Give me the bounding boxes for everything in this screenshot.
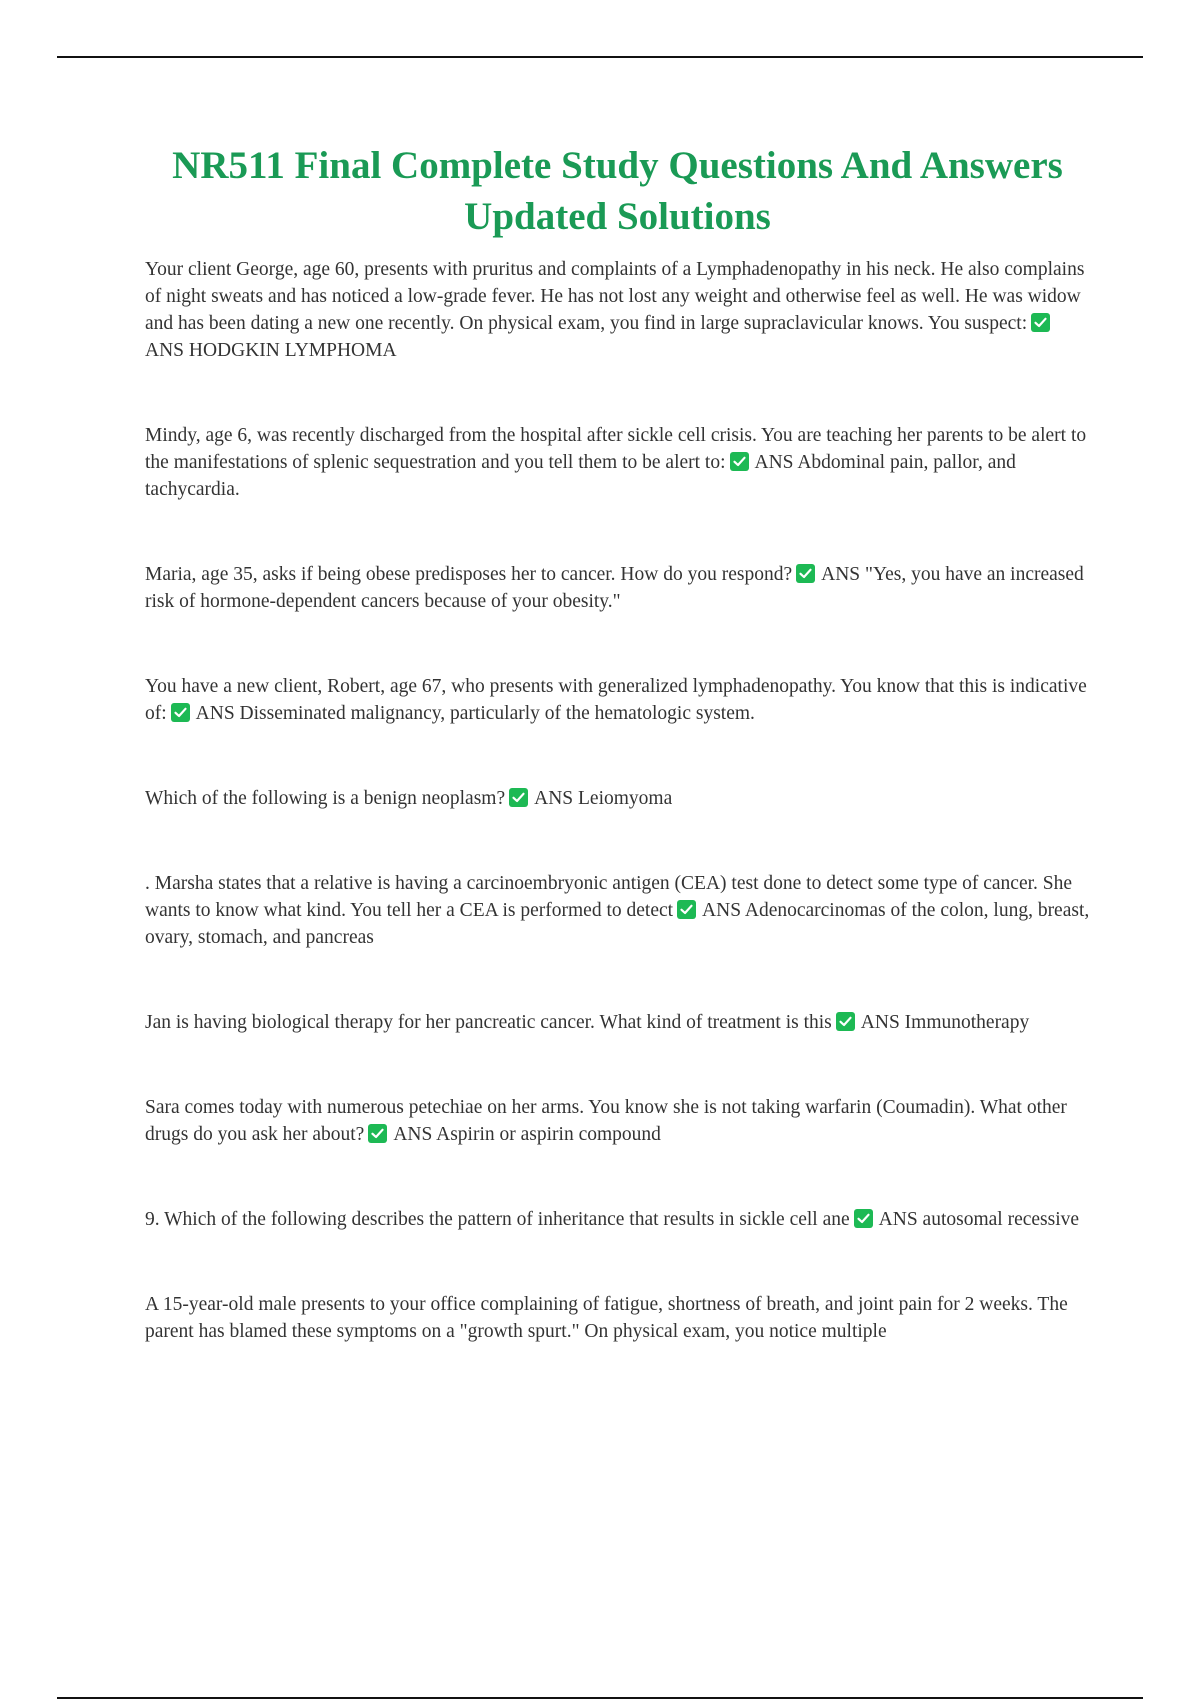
answer-text: ANS Abdominal pain, pallor, and tachycardia. xyxy=(145,452,1016,500)
qa-item xyxy=(145,1206,1090,1233)
answer-text: ANS Aspirin or aspirin compound xyxy=(393,1124,661,1145)
qa-item xyxy=(145,870,1090,951)
answer-text: ANS Leiomyoma xyxy=(534,788,673,809)
check-mark-icon xyxy=(730,452,749,471)
check-mark-icon xyxy=(836,1012,855,1031)
qa-item xyxy=(145,1094,1090,1148)
qa-list xyxy=(145,256,1090,1345)
check-mark-icon xyxy=(509,788,528,807)
question-text: Sara comes today with numerous petechiae on her arms. You know she is not taking warfarin (Coumadin). What other drugs do you ask her about? xyxy=(145,1097,1067,1145)
answer-text: ANS Adenocarcinomas of the colon, lung, breast, ovary, stomach, and pancreas xyxy=(145,900,1090,948)
question-text: Your client George, age 60, presents with pruritus and complaints of a Lymphadenopathy in his neck. He also complains of night sweats and has noticed a low-grade fever. He has not lost any weight and otherwise feel as well. He was widow and has been dating a new one recently. On physical exam, you find in large supraclavicular knows. You suspect: xyxy=(145,259,1085,334)
question-text: 9. Which of the following describes the pattern of inheritance that results in sickle cell ane xyxy=(145,1209,850,1230)
question-text: . Marsha states that a relative is having a carcinoembryonic antigen (CEA) test done to detect some type of cancer. She wants to know what kind. You tell her a CEA is performed to detect xyxy=(145,873,1073,921)
qa-item xyxy=(145,256,1090,364)
check-mark-icon xyxy=(677,900,696,919)
question-text: Maria, age 35, asks if being obese predisposes her to cancer. How do you respond? xyxy=(145,564,793,585)
answer-text: ANS Immunotherapy xyxy=(860,1012,1030,1033)
question-text: A 15-year-old male presents to your office complaining of fatigue, shortness of breath, and joint pain for 2 weeks. The parent has blamed these symptoms on a "growth spurt." On physical exam, you notice multiple xyxy=(145,1294,1068,1342)
answer-text: ANS HODGKIN LYMPHOMA xyxy=(145,340,397,361)
top-rule xyxy=(57,56,1143,58)
question-text: Jan is having biological therapy for her pancreatic cancer. What kind of treatment is this xyxy=(145,1012,832,1033)
qa-item xyxy=(145,561,1090,615)
qa-item xyxy=(145,785,1090,812)
qa-item xyxy=(145,422,1090,503)
check-mark-icon xyxy=(1031,313,1050,332)
question-text: Which of the following is a benign neoplasm? xyxy=(145,788,506,809)
question-text: Mindy, age 6, was recently discharged from the hospital after sickle cell crisis. You are teaching her parents to be alert to the manifestations of splenic sequestration and you tell them to be alert to: xyxy=(145,425,1087,473)
check-mark-icon xyxy=(368,1124,387,1143)
bottom-rule xyxy=(57,1697,1143,1699)
qa-item xyxy=(145,1009,1090,1036)
check-mark-icon xyxy=(171,703,190,722)
check-mark-icon xyxy=(796,564,815,583)
answer-text: ANS "Yes, you have an increased risk of hormone-dependent cancers because of your obesity." xyxy=(145,564,1084,612)
answer-text: ANS autosomal recessive xyxy=(878,1209,1080,1230)
check-mark-icon xyxy=(854,1209,873,1228)
question-text: You have a new client, Robert, age 67, who presents with generalized lymphadenopathy. You know that this is indicative of: xyxy=(145,676,1087,724)
answer-text: ANS Disseminated malignancy, particularly of the hematologic system. xyxy=(195,703,755,724)
document-title: NR511 Final Complete Study Questions And Answers Updated Solutions xyxy=(172,144,1063,238)
document-page xyxy=(145,140,1090,1345)
qa-item xyxy=(145,1291,1090,1345)
qa-item xyxy=(145,673,1090,727)
